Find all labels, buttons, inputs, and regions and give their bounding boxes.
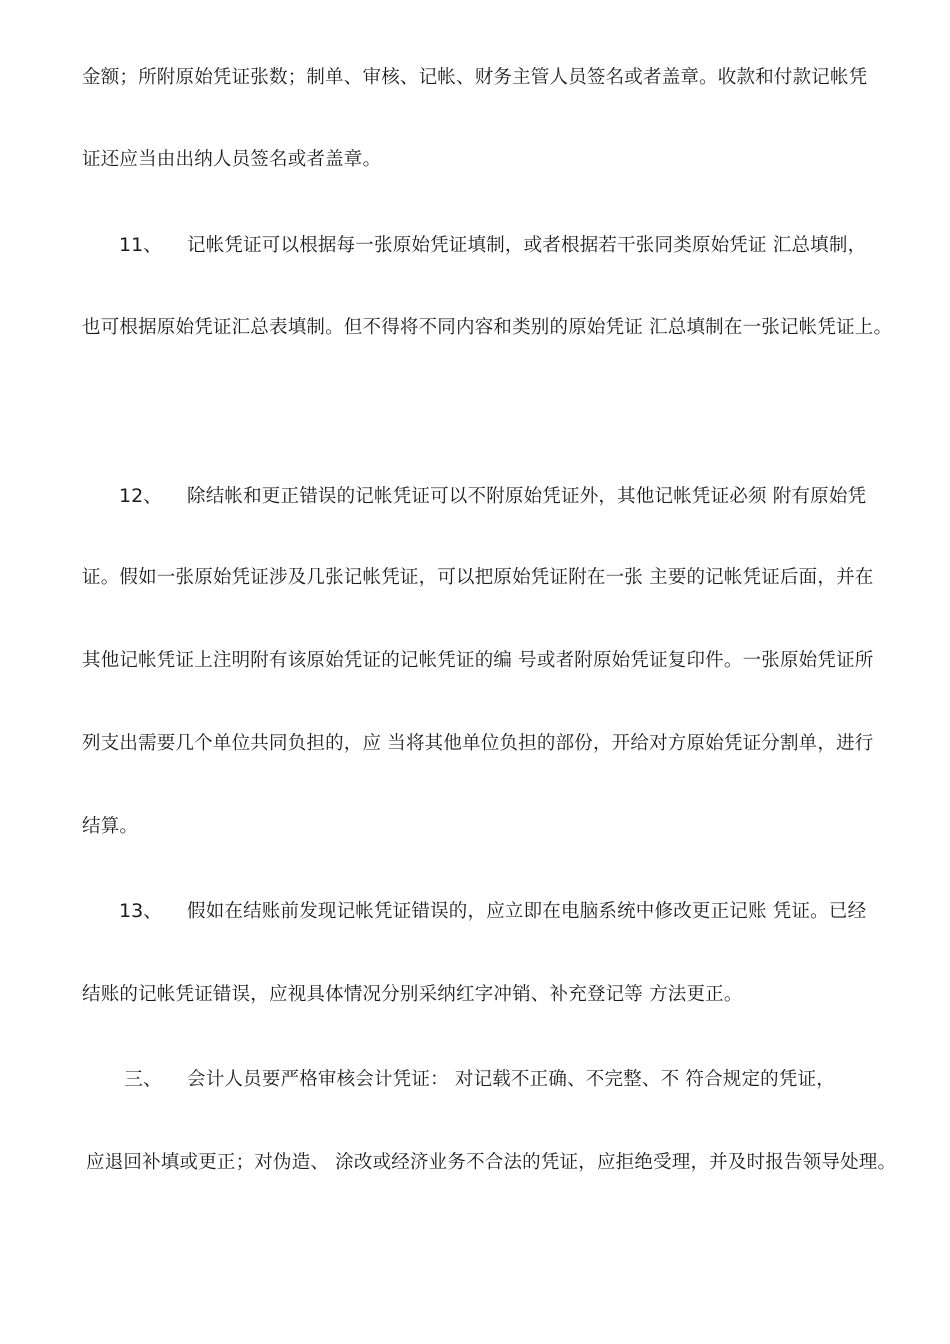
item-number: 11、 (119, 234, 163, 256)
paragraph-line: 证还应当由出纳人员签名或者盖章。 (82, 149, 382, 170)
paragraph-line: 证。假如一张原始凭证涉及几张记帐凭证，可以把原始凭证附在一张 主要的记帐凭证后面，并在 (82, 567, 874, 588)
paragraph-line: 结算。 (82, 816, 139, 837)
paragraph-line: 记帐凭证可以根据每一张原始凭证填制，或者根据若干张同类原始凭证 汇总填制， (187, 235, 867, 256)
paragraph-line: 列支出需要几个单位共同负担的，应 当将其他单位负担的部份，开给对方原始凭证分割单，进行 (82, 733, 874, 754)
paragraph-line: 应退回补填或更正；对伪造、 涂改或经济业务不合法的凭证，应拒绝受理，并及时报告领导处理。 (86, 1152, 897, 1173)
paragraph-line: 假如在结账前发现记帐凭证错误的，应立即在电脑系统中修改更正记账 凭证。已经 (187, 901, 867, 922)
item-number: 三、 (124, 1068, 163, 1090)
item-number: 12、 (119, 485, 163, 507)
paragraph-line: 会计人员要严格审核会计凭证： 对记载不正确、不完整、不 符合规定的凭证， (187, 1069, 835, 1090)
paragraph-line: 结账的记帐凭证错误，应视具体情况分别采纳红字冲销、补充登记等 方法更正。 (82, 984, 743, 1005)
paragraph-line: 其他记帐凭证上注明附有该原始凭证的记帐凭证的编 号或者附原始凭证复印件。一张原始凭证所 (82, 650, 874, 671)
paragraph-line: 也可根据原始凭证汇总表填制。但不得将不同内容和类别的原始凭证 汇总填制在一张记帐凭证上。 (82, 317, 893, 338)
item-number: 13、 (119, 900, 163, 922)
paragraph-line: 除结帐和更正错误的记帐凭证可以不附原始凭证外，其他记帐凭证必须 附有原始凭 (187, 486, 867, 507)
paragraph-line: 金额；所附原始凭证张数；制单、审核、记帐、财务主管人员签名或者盖章。收款和付款记帐凭 (82, 67, 868, 88)
